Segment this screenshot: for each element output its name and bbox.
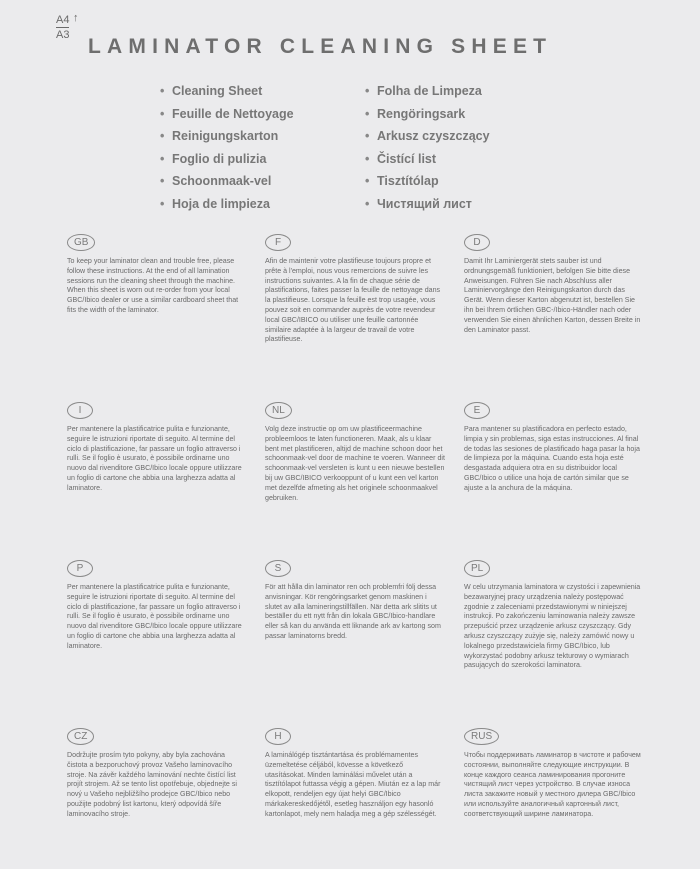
product-name: Schoonmaak-vel	[172, 174, 272, 188]
bullet-icon: •	[365, 106, 370, 121]
instructions-text: Damit Ihr Laminiergerät stets sauber ist und ordnungsgemäß funktioniert, befolgen Sie bitte diese Anweisungen. Führen Sie nach Abschluss aller Laminiervorgänge den Reinigungskarton durch das Gerät. Wenn dieser Karton abgenutzt ist, bestellen Sie ihn bei Ihrem örtlichen GBC-/Ibico-Händler nach oder verwenden Sie einen ähnlichen Karton, dessen Breite in den Laminator passt.	[464, 257, 641, 334]
list-item	[365, 103, 490, 126]
language-badge: P	[67, 560, 93, 577]
list-item	[365, 170, 490, 193]
section-p	[67, 558, 247, 652]
bullet-icon: •	[160, 151, 165, 166]
product-name: Reinigungskarton	[172, 129, 279, 143]
bullet-icon: •	[365, 129, 370, 143]
instructions-text: Para mantener su plastificadora en perfecto estado, limpia y sin problemas, siga estas instrucciones. Al final de todas las sesiones de plastificado haga pasar la hoja de limpieza por la máquina. Cuando esta hoja esté desgastada adquiera otra en su distribuidor local GBC/Ibico o utilice una hoja de cartón similar que se ajuste a la anchura de la máquina.	[464, 425, 640, 492]
language-badge: GB	[67, 234, 95, 251]
instructions-text: Dodržujte prosím tyto pokyny, aby byla zachována čistota a bezporuchový provoz Vašeho laminovacího stroje. Na závěr každého laminování nechte čistící list projít strojem. Až se tento list opotřebuje, objednejte si nový u Vašeho nejbližšího prodejce GBC/Ibico nebo použijte podobný list kartonu, který odpovídá šíře laminovacího stroje.	[67, 751, 237, 818]
language-badge: RUS	[464, 728, 499, 745]
language-badge: PL	[464, 560, 490, 577]
language-badge: S	[265, 560, 291, 577]
bullet-icon: •	[160, 174, 165, 188]
product-name: Foglio di pulizia	[172, 151, 267, 166]
section-i	[67, 400, 247, 494]
bullet-icon: •	[160, 129, 165, 143]
list-item	[365, 125, 490, 148]
instructions-text: Чтобы поддерживать ламинатор в чистоте и рабочем состоянии, выполняйте следующие инструкции. В конце каждого сеанса ламинирования прогоните чистящий лист через устройство. В случае износа листа закажите новый у местного дилера GBC/Ibico или используйте аналогичный картонный лист, соответствующий ширине ламинатора.	[464, 751, 641, 818]
product-name: Rengöringsark	[377, 106, 466, 121]
bullet-icon: •	[365, 84, 370, 98]
list-item	[160, 193, 294, 216]
list-item	[365, 148, 490, 171]
section-nl	[265, 400, 445, 503]
product-name: Folha de Limpeza	[377, 84, 482, 98]
section-f	[265, 232, 445, 345]
list-item	[160, 103, 294, 126]
product-name: Feuille de Nettoyage	[172, 106, 294, 121]
bullet-icon: •	[160, 84, 165, 98]
language-badge: D	[464, 234, 490, 251]
instructions-text: W celu utrzymania laminatora w czystości i zapewnienia bezawaryjnej pracy urządzenia należy postępować zgodnie z zaleceniami przedstawionymi w niniejszej instrukcji. Po zakończeniu laminowania należy zawsze przepuścić przez urządzenie arkusz czyszczący. Gdy arkusz czyszczący zużyje się, należy zamówić nowy u lokalnego przedstawiciela firmy GBC/Ibico, lub wykorzystać podobny arkusz tekturowy o wymiarach pasujących do szerokości laminatora.	[464, 583, 641, 670]
section-pl	[464, 558, 644, 671]
section-d	[464, 232, 644, 335]
section-gb	[67, 232, 247, 316]
list-item	[365, 193, 490, 216]
paper-size-mark	[56, 12, 79, 42]
product-name: Чистящий лист	[377, 196, 472, 211]
instructions-text: To keep your laminator clean and trouble free, please follow these instructions. At the end of all lamination sessions run the cleaning sheet through the machine. When this sheet is worn out re-order from your local GBC/Ibico dealer or use a similar cardboard sheet that fits the width of the laminator.	[67, 257, 239, 314]
section-rus	[464, 726, 644, 820]
product-names-left	[160, 80, 294, 215]
product-name: Tisztítólap	[377, 174, 439, 188]
section-e	[464, 400, 644, 494]
language-badge: H	[265, 728, 291, 745]
instructions-text: Per mantenere la plastificatrice pulita e funzionante, seguire le istruzioni riportate di seguito. Al termine del ciclo di plastificazione, far passare un foglio attraverso i rulli. Se il foglio è usurato, è possibile ordinarne uno nuovo dal rivenditore GBC/Ibico locale oppure utilizzare un foglio di cartone che abbia una larghezza adatta al laminatore.	[67, 583, 242, 650]
bullet-icon: •	[365, 196, 370, 211]
instructions-text: Volg deze instructie op om uw plastificeermachine probleemloos te laten functioneren. Maak, als u klaar bent met plastificeren, altijd de machine schoon door het schoonmaak-vel door de machine te voeren. Wanneer dit schoonmaak-vel versleten is kunt u een nieuwe bestellen bij uw GBC/IBICO verkooppunt of u kunt een vel karton met dezelfde afmeting als het originele schoonmaakvel gebruiken.	[265, 425, 445, 502]
list-item	[160, 125, 294, 148]
product-name: Arkusz czyszczący	[377, 129, 490, 143]
language-badge: E	[464, 402, 490, 419]
section-h	[265, 726, 445, 820]
language-badge: CZ	[67, 728, 94, 745]
bullet-icon: •	[160, 196, 165, 211]
page-title: LAMINATOR CLEANING SHEET	[88, 35, 553, 58]
instructions-text: A laminálógép tisztántartása és problémamentes üzemeltetése céljából, kövesse a következő utasításokat. Minden laminálási művelet után a tisztítólapot futtassa végig a gépen. Miután ez a lap már elkopott, rendeljen egy újat helyi GBC/Ibico márkakereskedőjétől, esetleg használjon egy hasonló kartonlapot, mely nem haladja meg a gép szélességét.	[265, 751, 441, 818]
product-name: Čistící list	[377, 151, 437, 166]
list-item	[160, 148, 294, 171]
product-name: Hoja de limpieza	[172, 196, 270, 211]
product-names-right	[365, 80, 490, 215]
list-item	[365, 80, 490, 103]
size-label-a3: A3	[56, 29, 70, 41]
product-name: Cleaning Sheet	[172, 84, 263, 98]
bullet-icon: •	[160, 106, 165, 121]
language-badge: I	[67, 402, 93, 419]
section-s	[265, 558, 445, 642]
instructions-text: Per mantenere la plastificatrice pulita e funzionante, seguire le istruzioni riportate di seguito. Al termine del ciclo di plastificazione, far passare un foglio attraverso i rulli. Se il foglio è usurato, è possibile ordinarne uno nuovo dal rivenditore GBC/Ibico locale oppure utilizzare un foglio di cartone che abbia una larghezza adatta al laminatore.	[67, 425, 242, 492]
bullet-icon: •	[365, 151, 370, 166]
list-item	[160, 80, 294, 103]
language-badge: NL	[265, 402, 292, 419]
instructions-text: Afin de maintenir votre plastifieuse toujours propre et prête à l'emploi, nous vous remercions de suivre les instructions suivantes. A la fin de chaque série de plastifications, faites passer la feuille de nettoyage dans la plastifieuse. Lorsque la feuille est trop usagée, vous pouvez soit en commander auprès de votre revendeur local GBC/IBICO ou utiliser une feuille cartonnée similaire adaptée à la largeur de travail de votre plastifieuse.	[265, 257, 441, 344]
list-item	[160, 170, 294, 193]
instructions-text: För att hålla din laminator ren och problemfri följ dessa anvisningar. Kör rengöringsarket genom maskinen i slutet av alla lamineringstillfällen. När detta ark slitits ut beställer du ett nytt från din lokala GBC/Ibico-handlare eller så kan du använda ett liknande ark av kartong som passar laminatorns bredd.	[265, 583, 441, 640]
language-badge: F	[265, 234, 291, 251]
size-label-a4: A4	[56, 14, 70, 26]
section-cz	[67, 726, 247, 820]
bullet-icon: •	[365, 174, 370, 188]
arrow-up-icon: ↑	[73, 12, 79, 24]
